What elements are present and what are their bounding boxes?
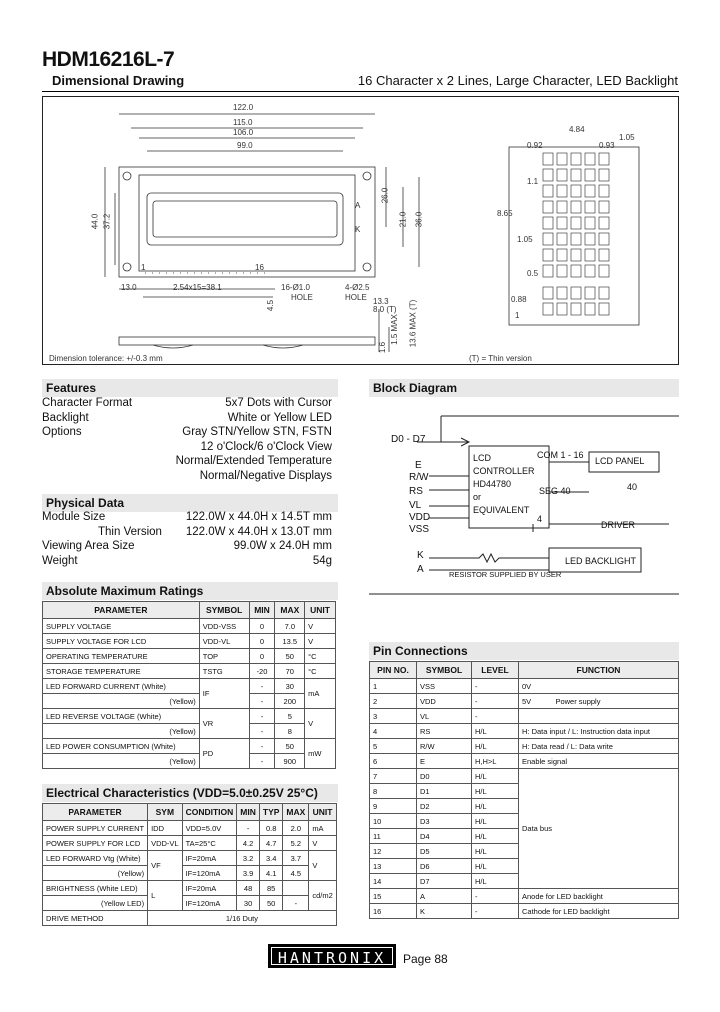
cell: 10 xyxy=(370,814,417,829)
col-header: MAX xyxy=(275,602,305,619)
cell: (Yellow LED) xyxy=(43,896,148,911)
controller-line: CONTROLLER xyxy=(473,466,535,476)
char-dim-11: 1.1 xyxy=(527,177,539,186)
char-dim-05: 0.5 xyxy=(527,269,539,278)
table-header-row xyxy=(43,804,337,821)
cell: D3 xyxy=(417,814,472,829)
physical-label: Thin Version xyxy=(98,525,162,538)
power-supply-label: Power supply xyxy=(555,696,601,706)
cell: 0 xyxy=(249,634,275,649)
table-row xyxy=(43,724,336,739)
dim-133: 13.3 xyxy=(373,297,389,306)
hole-label: HOLE xyxy=(291,293,313,302)
cell: - xyxy=(249,739,275,754)
cell: LED FORWARD Vtg (White) xyxy=(43,851,148,866)
signal-vl: VL xyxy=(409,500,422,511)
label-anode: A xyxy=(355,201,361,210)
cell: 3.2 xyxy=(237,851,260,866)
cell: D2 xyxy=(417,799,472,814)
cell: D1 xyxy=(417,784,472,799)
char-dim-092: 0.92 xyxy=(527,141,543,150)
feature-label: Character Format xyxy=(42,397,133,409)
feature-row xyxy=(42,469,332,484)
cell: 13 xyxy=(370,859,417,874)
cell: mW xyxy=(305,739,336,769)
cell: 0 xyxy=(249,649,275,664)
cell: H/L xyxy=(472,844,519,859)
physical-value: 122.0W x 44.0H x 14.5T mm xyxy=(185,511,332,523)
cell: 4.2 xyxy=(237,836,260,851)
seg-label: SEG 40 xyxy=(539,486,571,496)
table-row xyxy=(43,619,336,634)
dim-26: 26.0 xyxy=(380,187,390,204)
feature-value: Gray STN/Yellow STN, FSTN xyxy=(182,426,332,438)
cell: POWER SUPPLY CURRENT xyxy=(43,821,148,836)
section-subtitle: Dimensional Drawing xyxy=(52,73,185,88)
feature-value: 12 o'Clock/6 o'Clock View xyxy=(200,440,332,453)
dim-99: 99.0 xyxy=(237,141,253,150)
cell: A xyxy=(417,889,472,904)
cell: IF xyxy=(199,679,249,709)
cell: - xyxy=(249,694,275,709)
physical-value: 99.0W x 24.0H mm xyxy=(233,540,332,552)
col-header: UNIT xyxy=(305,602,336,619)
col-header: PARAMETER xyxy=(43,804,148,821)
cell: - xyxy=(472,904,519,919)
cell: 0.8 xyxy=(259,821,283,836)
cell: 5 xyxy=(275,709,305,724)
cell: (Yellow) xyxy=(43,754,200,769)
com-label: COM 1 - 16 xyxy=(537,450,584,460)
cell: Cathode for LED backlight xyxy=(519,904,679,919)
page-number: Page 88 xyxy=(403,952,448,966)
cell: STORAGE TEMPERATURE xyxy=(43,664,200,679)
char-dim-093: 0.93 xyxy=(599,141,615,150)
physical-label: Weight xyxy=(42,554,78,567)
hole-label-2: HOLE xyxy=(345,293,367,302)
signal-rw: R/W xyxy=(409,472,429,483)
features-heading: Features xyxy=(42,379,338,397)
header-rule xyxy=(42,91,679,92)
char-dim-1: 1 xyxy=(515,311,520,320)
cell: - xyxy=(249,679,275,694)
resistor-label: RESISTOR SUPPLIED BY USER xyxy=(449,570,562,579)
cell: 16 xyxy=(370,904,417,919)
feature-label: Backlight xyxy=(42,411,89,424)
controller-line: HD44780 xyxy=(473,479,512,489)
feature-label: Options xyxy=(42,426,82,438)
cell: D0 xyxy=(417,769,472,784)
pin-connections-heading: Pin Connections xyxy=(369,642,679,660)
cell: 4.5 xyxy=(283,866,309,881)
table-row xyxy=(43,664,336,679)
table-row xyxy=(43,896,337,911)
physical-label: Viewing Area Size xyxy=(42,540,135,552)
cell: 7 xyxy=(370,769,417,784)
cell: - xyxy=(249,724,275,739)
table-row xyxy=(370,694,679,709)
table-row xyxy=(370,709,679,724)
cell: 4.1 xyxy=(259,866,283,881)
col-header: LEVEL xyxy=(472,662,519,679)
document-title: HDM16216L-7 xyxy=(42,48,175,71)
physical-list xyxy=(42,510,332,568)
dim-15max: 1.5 MAX xyxy=(389,314,399,345)
col-header: UNIT xyxy=(309,804,336,821)
table-header-row xyxy=(43,602,336,619)
cell: 30 xyxy=(237,896,260,911)
table-row xyxy=(43,679,336,694)
feature-row xyxy=(42,411,332,426)
cell: 8 xyxy=(275,724,305,739)
cell: POWER SUPPLY FOR LCD xyxy=(43,836,148,851)
table-row xyxy=(43,836,337,851)
dim-pitch: 2.54x15=38.1 xyxy=(173,283,222,292)
tolerance-note: Dimension tolerance: +/-0.3 mm xyxy=(49,354,163,363)
cell xyxy=(519,709,679,724)
cell: LED REVERSE VOLTAGE (White) xyxy=(43,709,200,724)
cell: 3 xyxy=(370,709,417,724)
cell: 900 xyxy=(275,754,305,769)
cell: H/L xyxy=(472,724,519,739)
cell: H,H>L xyxy=(472,754,519,769)
signal-e: E xyxy=(415,460,422,471)
features-list xyxy=(42,396,332,483)
cell: 2 xyxy=(370,694,417,709)
table-row xyxy=(370,769,679,784)
cell: mA xyxy=(305,679,336,709)
controller-line: or xyxy=(473,492,482,502)
table-row xyxy=(43,709,336,724)
table-row xyxy=(370,724,679,739)
dim-106: 106.0 xyxy=(233,128,254,137)
feature-row xyxy=(42,425,332,440)
cell: 12 xyxy=(370,844,417,859)
physical-value: 122.0W x 44.0H x 13.0T mm xyxy=(185,525,332,538)
dimensional-drawing xyxy=(42,96,679,365)
cell: DRIVE METHOD xyxy=(43,911,148,926)
bus-40-label: 40 xyxy=(627,482,638,492)
cell: - xyxy=(237,821,260,836)
cell: 4.7 xyxy=(259,836,283,851)
drawing-svg xyxy=(43,97,680,366)
cell: H/L xyxy=(472,784,519,799)
block-diagram-heading: Block Diagram xyxy=(369,379,679,397)
cell: VSS xyxy=(417,679,472,694)
cell: 4 xyxy=(370,724,417,739)
physical-row xyxy=(42,554,332,569)
hantronix-logo: HANTRONIX xyxy=(268,944,396,968)
signal-vdd: VDD xyxy=(409,512,431,523)
feature-value: 5x7 Dots with Cursor xyxy=(225,397,332,409)
cell: 14 xyxy=(370,874,417,889)
cell: E xyxy=(417,754,472,769)
cell: - xyxy=(249,754,275,769)
cell: 48 xyxy=(237,881,260,896)
cell: K xyxy=(417,904,472,919)
col-header: MAX xyxy=(283,804,309,821)
cell: Anode for LED backlight xyxy=(519,889,679,904)
cell: D7 xyxy=(417,874,472,889)
col-header: CONDITION xyxy=(182,804,237,821)
product-description: 16 Character x 2 Lines, Large Character, LED Backlight xyxy=(357,73,678,88)
cell: TSTG xyxy=(199,664,249,679)
cell: 5.2 xyxy=(283,836,309,851)
cell: IDD xyxy=(148,821,183,836)
dim-44: 44.0 xyxy=(90,213,100,230)
cell: D4 xyxy=(417,829,472,844)
cell: VDD-VL xyxy=(199,634,249,649)
cell: VL xyxy=(417,709,472,724)
cell: - xyxy=(249,709,275,724)
data-bus-label: Data bus xyxy=(519,769,679,889)
col-header: FUNCTION xyxy=(519,662,679,679)
cell: 50 xyxy=(275,649,305,664)
table-row xyxy=(43,851,337,866)
cell: - xyxy=(283,896,309,911)
cell: D6 xyxy=(417,859,472,874)
cell: 30 xyxy=(275,679,305,694)
feature-row xyxy=(42,440,332,455)
cell: 9 xyxy=(370,799,417,814)
cell: VDD-VL xyxy=(148,836,183,851)
dim-36: 36.0 xyxy=(414,211,424,228)
table-row xyxy=(370,889,679,904)
cell: 50 xyxy=(259,896,283,911)
cell: - xyxy=(472,889,519,904)
signal-k: K xyxy=(417,550,424,561)
dim-holes: 16-Ø1.0 xyxy=(281,283,310,292)
cell: V xyxy=(305,619,336,634)
cell: 7.0 xyxy=(275,619,305,634)
table-header-row xyxy=(370,662,679,679)
cell: Enable signal xyxy=(519,754,679,769)
cell: -20 xyxy=(249,664,275,679)
cell: PD xyxy=(199,739,249,769)
cell: 11 xyxy=(370,829,417,844)
controller-line: EQUIVALENT xyxy=(473,505,530,515)
pin-16-label: 16 xyxy=(255,263,264,272)
cell: H: Data read / L: Data write xyxy=(519,739,679,754)
col-header: TYP xyxy=(259,804,283,821)
signal-d0d7: D0 - D7 xyxy=(391,434,426,445)
cell: 2.0 xyxy=(283,821,309,836)
col-header: PIN NO. xyxy=(370,662,417,679)
signal-vss: VSS xyxy=(409,524,430,535)
char-dim-105b: 1.05 xyxy=(517,235,533,244)
cell: 70 xyxy=(275,664,305,679)
cell: IF=120mA xyxy=(182,866,237,881)
table-row xyxy=(370,739,679,754)
table-row xyxy=(43,649,336,664)
table-row xyxy=(43,866,337,881)
dim-136max: 13.6 MAX (T) xyxy=(408,299,418,348)
cell: H/L xyxy=(472,739,519,754)
table-row xyxy=(370,904,679,919)
feature-value: Normal/Extended Temperature xyxy=(175,455,332,467)
cell: (Yellow) xyxy=(43,866,148,881)
feature-row xyxy=(42,454,332,469)
block-diagram xyxy=(369,398,679,598)
dim-13: 13.0 xyxy=(121,283,137,292)
table-row xyxy=(43,694,336,709)
char-dim-865: 8.65 xyxy=(497,209,513,218)
cell: 3.4 xyxy=(259,851,283,866)
cell: 13.5 xyxy=(275,634,305,649)
pin-1-label: 1 xyxy=(141,263,146,272)
cell: VDD xyxy=(417,694,472,709)
dim-115: 115.0 xyxy=(233,118,253,127)
pin-function: 5V xyxy=(522,696,532,706)
cell: cd/m2 xyxy=(309,881,336,911)
cell: 1 xyxy=(370,679,417,694)
cell: (Yellow) xyxy=(43,694,200,709)
dim-122: 122.0 xyxy=(233,103,254,112)
controller-block xyxy=(473,452,535,517)
col-header: MIN xyxy=(237,804,260,821)
cell: V xyxy=(309,851,336,881)
physical-row xyxy=(42,510,332,525)
cell xyxy=(283,881,309,896)
dim-21: 21.0 xyxy=(398,211,408,228)
table-row xyxy=(43,739,336,754)
col-header: MIN xyxy=(249,602,275,619)
cell: R/W xyxy=(417,739,472,754)
cell: 3.7 xyxy=(283,851,309,866)
feature-value: White or Yellow LED xyxy=(227,411,332,424)
cell: H/L xyxy=(472,859,519,874)
table-row xyxy=(43,881,337,896)
dim-16: 1.6 xyxy=(378,341,388,354)
physical-row xyxy=(42,539,332,554)
physical-label: Module Size xyxy=(42,511,106,523)
cell: mA xyxy=(309,821,336,836)
led-backlight-label: LED BACKLIGHT xyxy=(565,556,637,566)
dim-8t: 8.0 (T) xyxy=(373,305,397,314)
dim-mount: 4-Ø2.5 xyxy=(345,283,370,292)
cell xyxy=(519,679,679,694)
cell: H/L xyxy=(472,814,519,829)
cell: LED FORWARD CURRENT (White) xyxy=(43,679,200,694)
table-row xyxy=(43,634,336,649)
cell: H/L xyxy=(472,799,519,814)
cell: 85 xyxy=(259,881,283,896)
label-cathode: K xyxy=(355,225,361,234)
cell: V xyxy=(309,836,336,851)
driver-label: DRIVER xyxy=(601,520,636,530)
cell: 6 xyxy=(370,754,417,769)
cell: BRIGHTNESS (White LED) xyxy=(43,881,148,896)
cell: RS xyxy=(417,724,472,739)
electrical-heading: Electrical Characteristics (VDD=5.0±0.25V 25°C) xyxy=(42,784,338,802)
absmax-table xyxy=(42,601,336,769)
cell: 0 xyxy=(249,619,275,634)
cell: IF=20mA xyxy=(182,851,237,866)
cell: 50 xyxy=(275,739,305,754)
cell: L xyxy=(148,881,183,911)
cell xyxy=(519,694,679,709)
dim-45: 4.5 xyxy=(266,299,276,312)
physical-row xyxy=(42,525,332,540)
cell: TA=25°C xyxy=(182,836,237,851)
cell: IF=20mA xyxy=(182,881,237,896)
char-dim-088: 0.88 xyxy=(511,295,527,304)
col-header: PARAMETER xyxy=(43,602,200,619)
col-header: SYMBOL xyxy=(417,662,472,679)
cell: SUPPLY VOLTAGE FOR LCD xyxy=(43,634,200,649)
cell: V xyxy=(305,634,336,649)
cell: °C xyxy=(305,664,336,679)
cell: SUPPLY VOLTAGE xyxy=(43,619,200,634)
signal-rs: RS xyxy=(409,486,423,497)
col-header: SYM xyxy=(148,804,183,821)
table-row xyxy=(370,679,679,694)
lcd-panel-label: LCD PANEL xyxy=(595,456,645,466)
cell: VDD-VSS xyxy=(199,619,249,634)
cell: 200 xyxy=(275,694,305,709)
cell: VF xyxy=(148,851,183,881)
cell: H/L xyxy=(472,874,519,889)
cell: 5 xyxy=(370,739,417,754)
cell: - xyxy=(472,679,519,694)
cell: LED POWER CONSUMPTION (White) xyxy=(43,739,200,754)
cell: H: Data input / L: Instruction data input xyxy=(519,724,679,739)
pin-table xyxy=(369,661,679,919)
cell: VR xyxy=(199,709,249,739)
cell: 3.9 xyxy=(237,866,260,881)
char-dim-105: 1.05 xyxy=(619,133,635,142)
cell: (Yellow) xyxy=(43,724,200,739)
absmax-heading: Absolute Maximum Ratings xyxy=(42,582,338,600)
table-row xyxy=(43,911,337,926)
cell: IF=120mA xyxy=(182,896,237,911)
cell: D5 xyxy=(417,844,472,859)
cell: OPERATING TEMPERATURE xyxy=(43,649,200,664)
cell: 8 xyxy=(370,784,417,799)
electrical-table xyxy=(42,803,337,926)
feature-row xyxy=(42,396,332,411)
cell: - xyxy=(472,709,519,724)
controller-line: LCD xyxy=(473,453,492,463)
table-row xyxy=(370,754,679,769)
table-row xyxy=(43,821,337,836)
cell: 1/16 Duty xyxy=(148,911,337,926)
cell: H/L xyxy=(472,829,519,844)
cell: 15 xyxy=(370,889,417,904)
physical-value: 54g xyxy=(312,554,332,567)
signal-a: A xyxy=(417,564,424,575)
char-dim-484: 4.84 xyxy=(569,125,585,134)
feature-value: Normal/Negative Displays xyxy=(199,469,332,482)
cell: - xyxy=(472,694,519,709)
dim-372: 37.2 xyxy=(102,213,112,230)
cell: H/L xyxy=(472,769,519,784)
table-row xyxy=(43,754,336,769)
cell: VDD=5.0V xyxy=(182,821,237,836)
bus-4-label: 4 xyxy=(537,514,543,524)
thin-note: (T) = Thin version xyxy=(469,354,532,363)
physical-heading: Physical Data xyxy=(42,494,338,512)
cell: V xyxy=(305,709,336,739)
cell: °C xyxy=(305,649,336,664)
col-header: SYMBOL xyxy=(199,602,249,619)
pin-function: 0V xyxy=(522,681,532,691)
cell: TOP xyxy=(199,649,249,664)
